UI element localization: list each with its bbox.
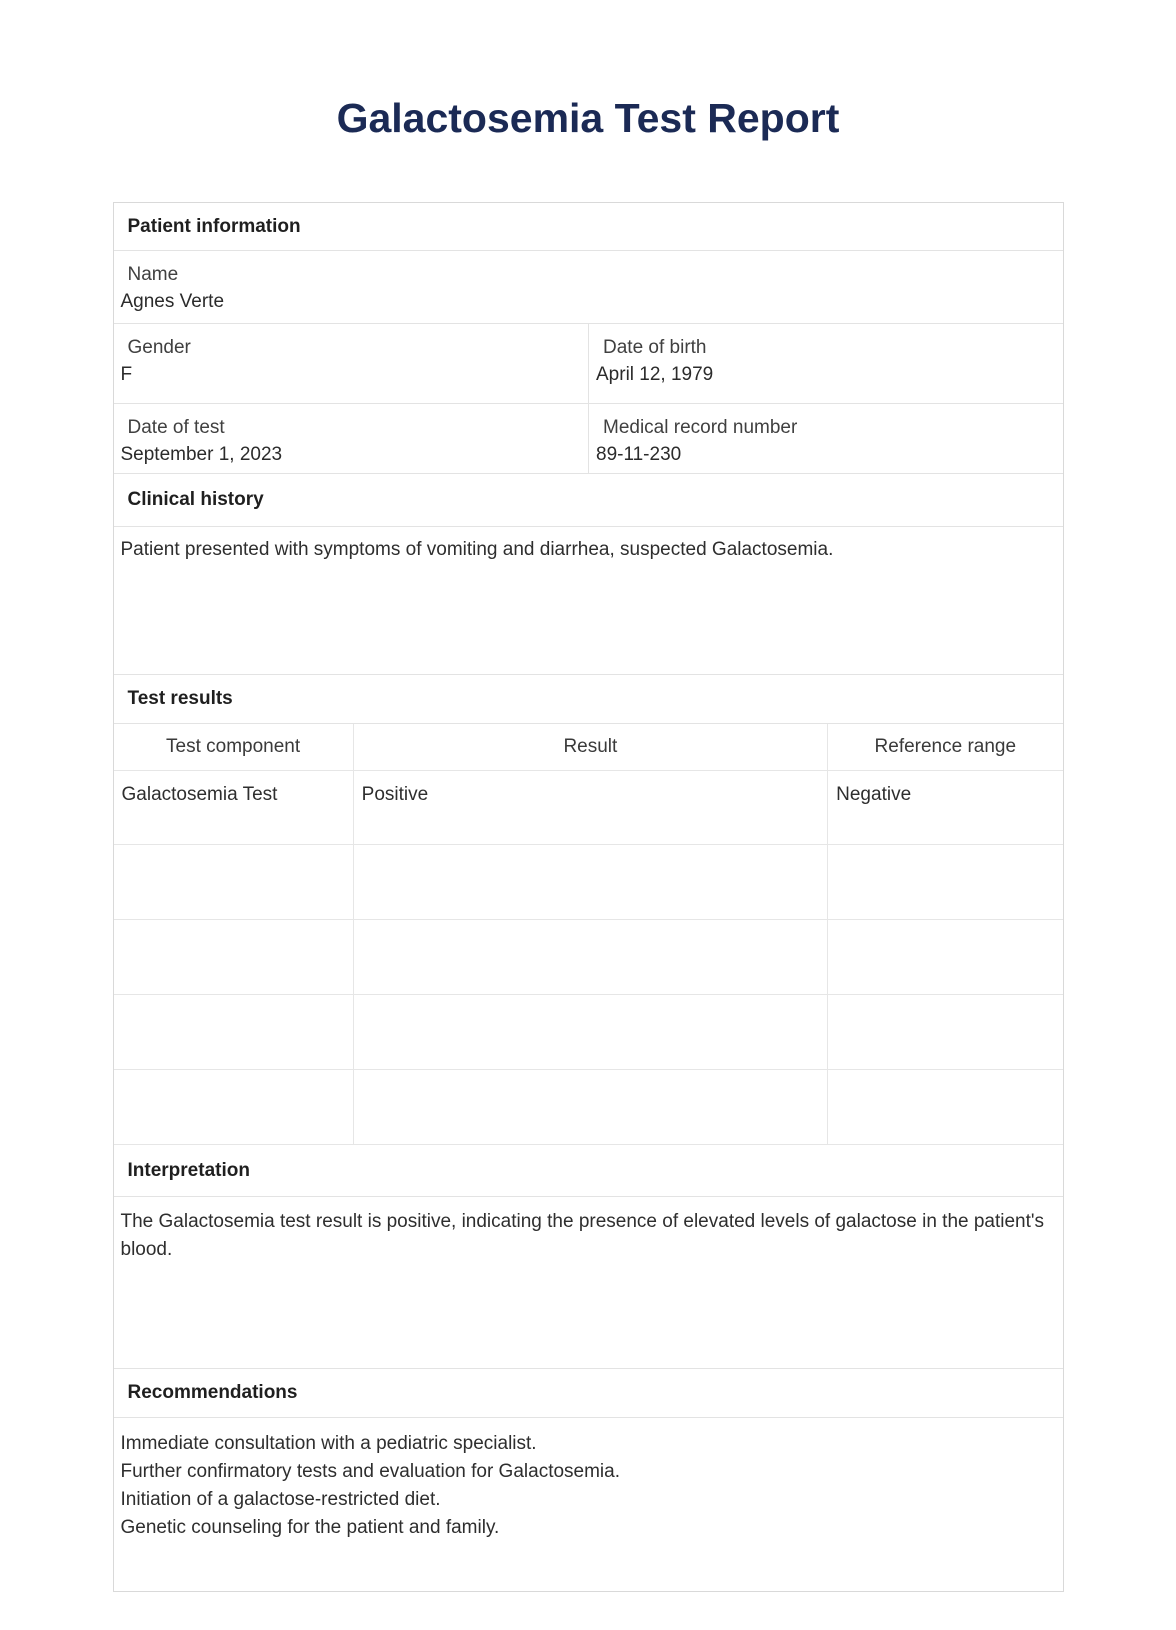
field-name-value: Agnes Verte (120, 291, 225, 312)
recommendation-line: Genetic counseling for the patient and family. (120, 1517, 500, 1538)
field-medical-record-number (588, 404, 1063, 473)
field-medical-record-number-label: Medical record number (603, 417, 798, 438)
field-gender-label: Gender (127, 337, 191, 358)
results-table-empty-row (114, 920, 1063, 995)
empty-cell (827, 845, 1062, 919)
results-table-empty-row (114, 1070, 1063, 1145)
recommendation-line: Initiation of a galactose-restricted diet. (120, 1489, 441, 1510)
recommendation-line: Further confirmatory tests and evaluation for Galactosemia. (120, 1461, 621, 1482)
interpretation-text: The Galactosemia test result is positive, indicating the presence of elevated levels of galactose in the patient's blood. (114, 1197, 1063, 1369)
result-cell-test-component: Galactosemia Test (121, 784, 278, 805)
field-gender-value: F (120, 364, 133, 385)
empty-cell (827, 920, 1062, 994)
section-header-recommendations: Recommendations (114, 1369, 1063, 1418)
empty-cell (353, 1070, 828, 1144)
report-form (113, 202, 1064, 1592)
results-col-header-result: Result (353, 724, 828, 770)
field-date-of-birth (588, 324, 1063, 403)
field-row-gender-dob (114, 324, 1063, 404)
results-table-header-row (114, 724, 1063, 771)
field-date-of-test-label: Date of test (127, 417, 225, 438)
section-header-interpretation: Interpretation (114, 1145, 1063, 1197)
results-table-empty-rows (114, 845, 1063, 1145)
field-gender (114, 324, 589, 403)
results-table-empty-row (114, 995, 1063, 1070)
results-col-header-test-component: Test component (166, 736, 301, 757)
section-header-clinical-history: Clinical history (114, 474, 1063, 527)
field-medical-record-number-value: 89-11-230 (596, 444, 682, 465)
clinical-history-text: Patient presented with symptoms of vomiting and diarrhea, suspected Galactosemia. (114, 527, 1063, 675)
empty-cell (827, 995, 1062, 1069)
empty-cell (114, 995, 353, 1069)
empty-cell (114, 920, 353, 994)
section-header-patient-information: Patient information (114, 203, 1063, 251)
results-table-data-row (114, 771, 1063, 845)
field-name (114, 251, 1063, 324)
empty-cell (353, 995, 828, 1069)
field-date-of-birth-label: Date of birth (603, 337, 707, 358)
empty-cell (353, 845, 828, 919)
section-header-test-results: Test results (114, 675, 1063, 724)
field-row-testdate-mrn (114, 404, 1063, 474)
empty-cell (114, 845, 353, 919)
result-cell-result: Positive (353, 771, 828, 844)
empty-cell (114, 1070, 353, 1144)
field-date-of-birth-value: April 12, 1979 (596, 364, 714, 385)
results-table-empty-row (114, 845, 1063, 920)
recommendation-line: Immediate consultation with a pediatric specialist. (120, 1433, 537, 1454)
page-title: Galactosemia Test Report (336, 95, 840, 141)
recommendations-text (114, 1418, 1063, 1591)
empty-cell (353, 920, 828, 994)
empty-cell (827, 1070, 1062, 1144)
results-col-header-reference-range: Reference range (827, 724, 1062, 770)
field-name-label: Name (127, 264, 179, 285)
field-date-of-test-value: September 1, 2023 (120, 444, 283, 465)
result-cell-reference-range: Negative (827, 771, 1062, 844)
field-date-of-test (114, 404, 589, 473)
